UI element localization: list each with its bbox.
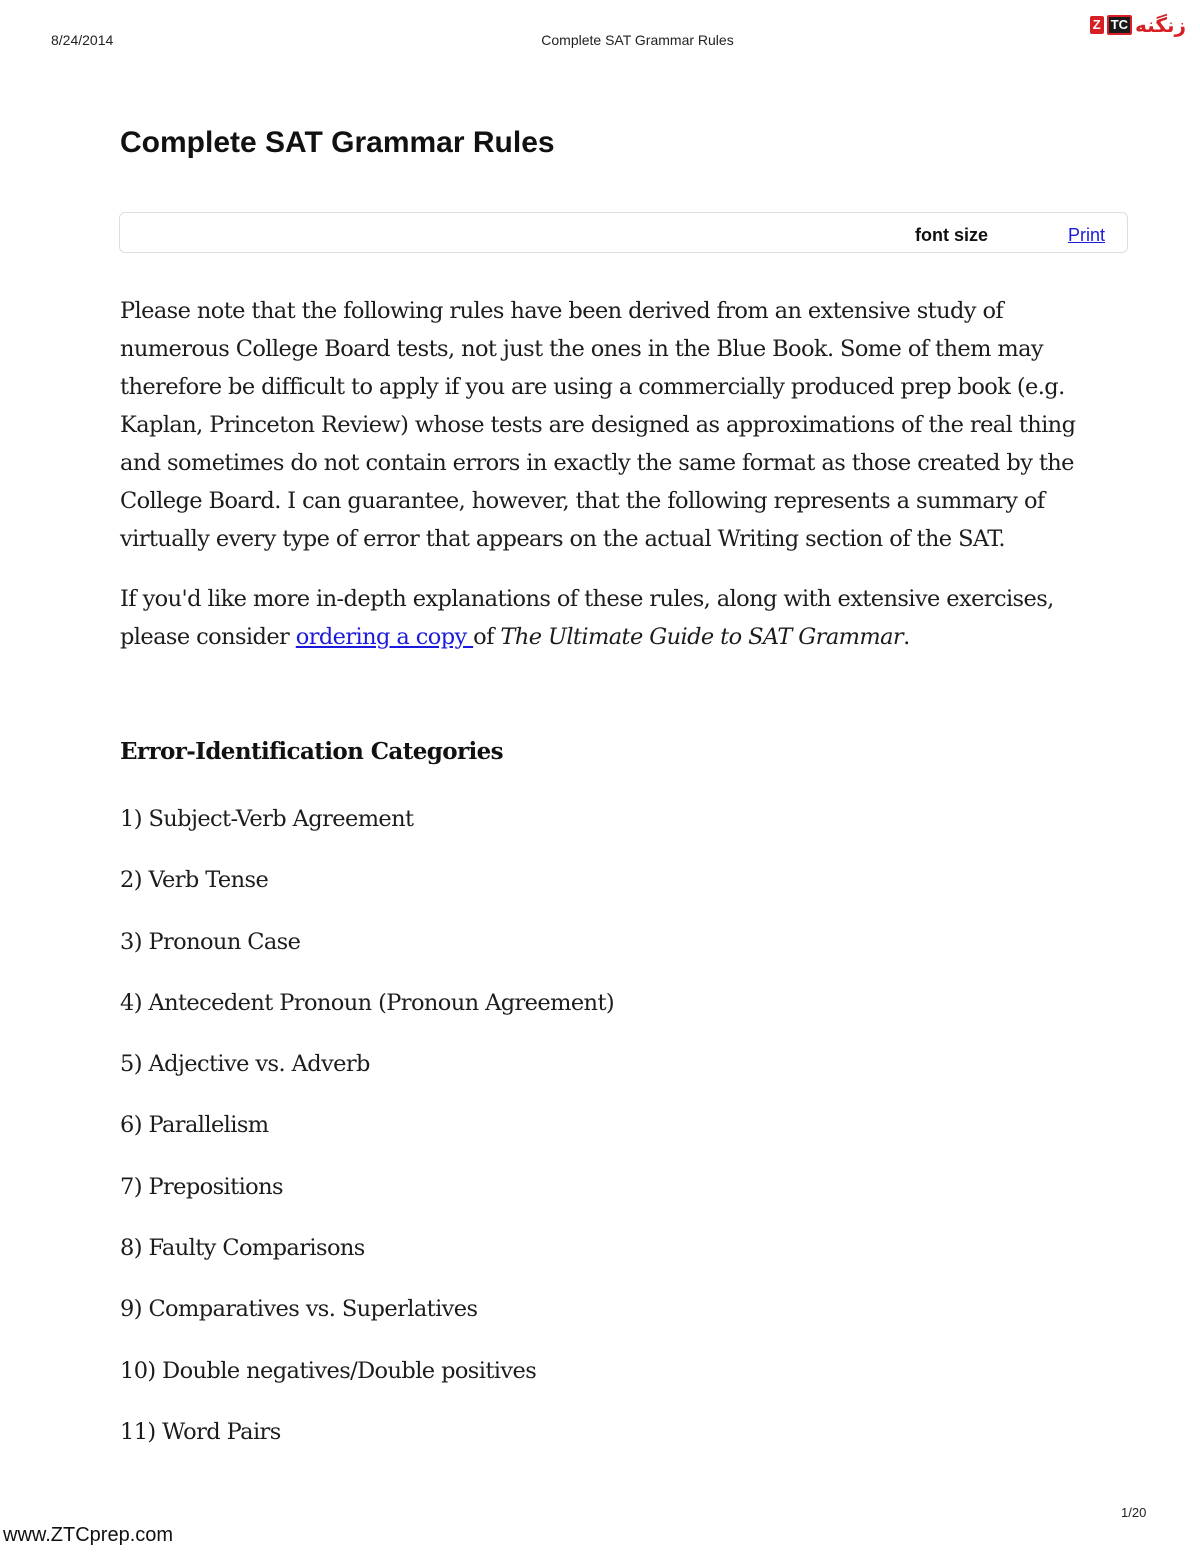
font-size-label: font size bbox=[914, 225, 988, 245]
toolbar-controls bbox=[915, 225, 1105, 246]
page-title: Complete SAT Grammar Rules bbox=[120, 126, 555, 159]
logo-persian: زنگنه bbox=[1135, 13, 1186, 37]
category-item: 11) Word Pairs bbox=[120, 1418, 281, 1445]
print-date: 8/24/2014 bbox=[51, 32, 114, 48]
section-heading: Error-Identification Categories bbox=[120, 738, 504, 765]
book-title: The Ultimate Guide to SAT Grammar bbox=[500, 624, 904, 650]
category-item: 5) Adjective vs. Adverb bbox=[120, 1051, 370, 1078]
category-item: 2) Verb Tense bbox=[120, 867, 269, 894]
article-intro bbox=[120, 292, 1110, 656]
category-item: 8) Faulty Comparisons bbox=[120, 1235, 365, 1262]
intro-paragraph-2 bbox=[120, 580, 1110, 656]
logo-z: Z bbox=[1090, 16, 1104, 34]
intro-p2-start: If you'd like more in-depth explanations of these rules, along with extensive exercises, please consider bbox=[120, 586, 1054, 650]
category-item: 10) Double negatives/Double positives bbox=[120, 1357, 537, 1384]
category-item: 9) Comparatives vs. Superlatives bbox=[120, 1296, 478, 1323]
category-item: 4) Antecedent Pronoun (Pronoun Agreement) bbox=[120, 989, 615, 1016]
intro-p2-end: . bbox=[903, 624, 910, 650]
footer-url: www.ZTCprep.com bbox=[3, 1524, 174, 1546]
category-item: 3) Pronoun Case bbox=[120, 928, 301, 955]
intro-paragraph-1: Please note that the following rules have been derived from an extensive study of numerous College Board tests, not just the ones in the Blue Book. Some of them may therefore be difficult to apply if you are using a commercially produced prep book (e.g. Kaplan, Princeton Review) whose tests are designed as approximations of the real thing and sometimes do not contain errors in exactly the same format as those created by the College Board. I can guarantee, however, that the following represents a summary of virtually every type of error that appears on the actual Writing section of the SAT. bbox=[120, 298, 1076, 552]
print-header-title: Complete SAT Grammar Rules bbox=[541, 32, 734, 48]
print-header bbox=[0, 32, 1200, 52]
category-item: 7) Prepositions bbox=[120, 1173, 283, 1200]
category-item: 1) Subject-Verb Agreement bbox=[120, 806, 414, 832]
ordering-link[interactable]: ordering a copy bbox=[295, 624, 474, 650]
intro-p2-mid: of bbox=[473, 624, 501, 650]
print-link[interactable]: Print bbox=[1067, 225, 1105, 245]
logo-tc: TC bbox=[1107, 15, 1132, 35]
article-toolbar bbox=[119, 212, 1128, 253]
ztc-logo bbox=[1090, 14, 1186, 36]
page-number: 1/20 bbox=[1121, 1505, 1147, 1520]
category-list bbox=[120, 800, 614, 1474]
category-item: 6) Parallelism bbox=[120, 1112, 269, 1139]
